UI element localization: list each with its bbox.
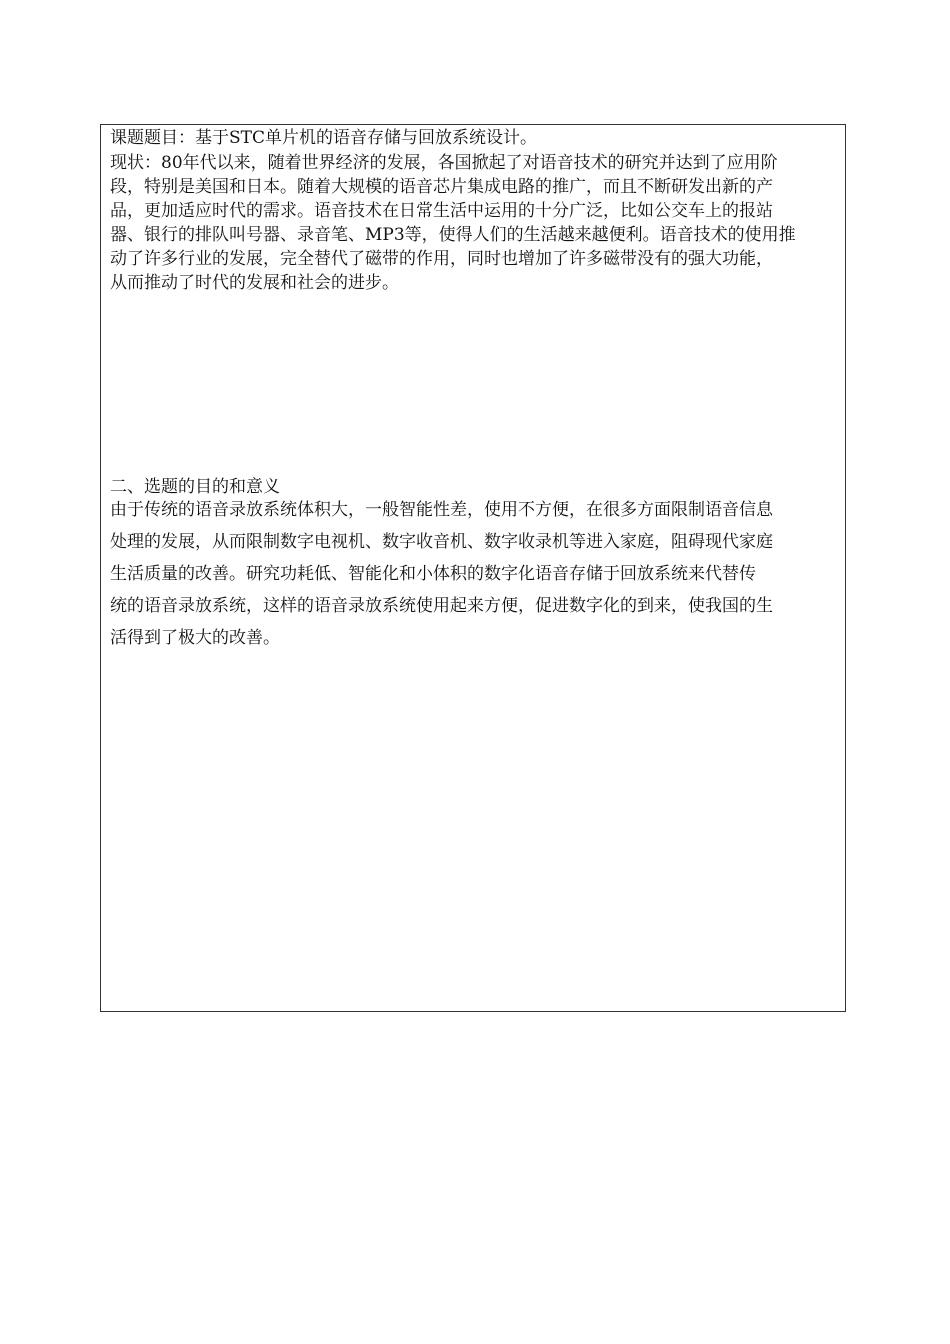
status-paragraph-line: 器、银行的排队叫号器、录音笔、MP3等，使得人们的生活越来越便利。语音技术的使用推	[110, 225, 796, 245]
topic-title: 课题题目：基于STC单片机的语音存储与回放系统设计。	[110, 128, 537, 148]
status-paragraph-line: 现状：80年代以来，随着世界经济的发展，各国掀起了对语音技术的研究并达到了应用阶	[110, 153, 778, 173]
section-heading: 二、选题的目的和意义	[110, 477, 280, 497]
status-paragraph-line: 品，更加适应时代的需求。语音技术在日常生活中运用的十分广泛，比如公交车上的报站	[110, 201, 773, 221]
purpose-paragraph-line: 由于传统的语音录放系统体积大，一般智能性差，使用不方便，在很多方面限制语音信息	[110, 500, 773, 520]
purpose-paragraph-line: 活得到了极大的改善。	[110, 628, 280, 648]
purpose-paragraph-line: 处理的发展，从而限制数字电视机、数字收音机、数字收录机等进入家庭，阻碍现代家庭	[110, 532, 773, 552]
status-paragraph-line: 段，特别是美国和日本。随着大规模的语音芯片集成电路的推广，而且不断研发出新的产	[110, 177, 773, 197]
purpose-paragraph-line: 统的语音录放系统，这样的语音录放系统使用起来方便，促进数字化的到来，使我国的生	[110, 596, 773, 616]
proposal-form-box	[100, 124, 846, 1012]
status-paragraph-line: 从而推动了时代的发展和社会的进步。	[110, 273, 399, 293]
status-paragraph-line: 动了许多行业的发展，完全替代了磁带的作用，同时也增加了许多磁带没有的强大功能，	[110, 249, 773, 269]
purpose-paragraph-line: 生活质量的改善。研究功耗低、智能化和小体积的数字化语音存储于回放系统来代替传	[110, 564, 756, 584]
